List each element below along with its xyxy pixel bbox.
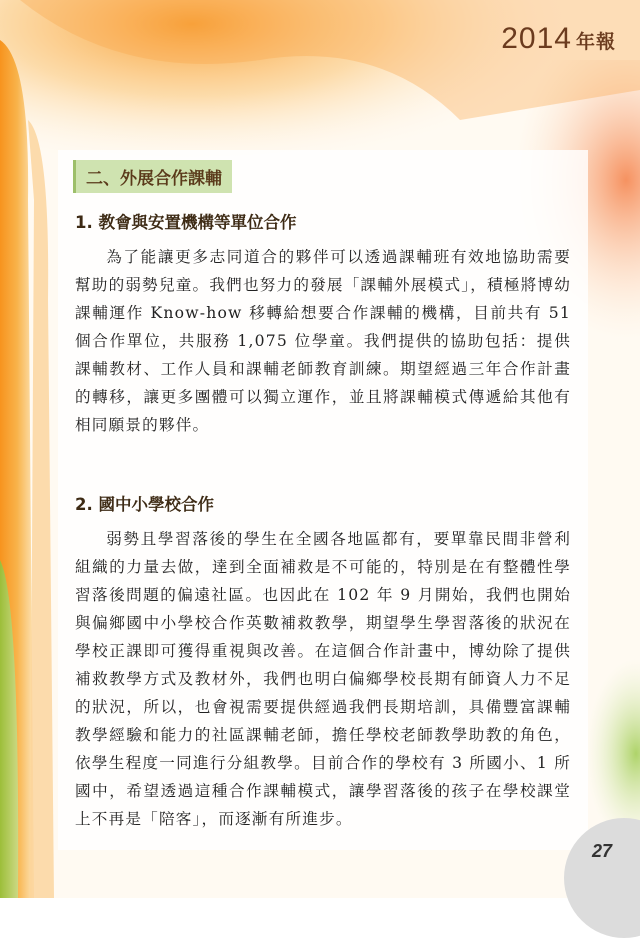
subsection-heading-school: 2. 國中小學校合作 (75, 495, 214, 514)
paragraph-school-partnership: 弱勢且學習落後的學生在全國各地區都有，要單靠民間非營利組織的力量去做，達到全面補救是不可能的，特別是在有整體性學習落後問題的偏遠社區。也因此在 102 年 9 月開始，我們也開始與偏鄉國中小學校合作英數補救教學，期望學生學習落後的狀況在學校正課即可獲得重視與改善。在這個合作計畫中，博幼除了提供補救教學方式及教材外，我們也明白偏鄉學校長期有師資人力不足的狀況，所以，也會視需要提供經過我們長期培訓，具備豐富課輔教學經驗和能力的社區課輔老師，擔任學校老師教學助教的角色，依學生程度一同進行分組教學。目前合作的學校有 3 所國小、1 所國中，希望透過這種合作課輔模式，讓學習落後的孩子在學校課堂上不再是「陪客」，而逐漸有所進步。 (75, 530, 571, 828)
section-heading: 二、外展合作課輔 (73, 160, 232, 193)
report-label: 年報 (575, 32, 616, 53)
annual-report-year (501, 22, 616, 56)
page-number: 27 (591, 841, 612, 861)
year-number: 2014 (501, 22, 572, 55)
subsection-heading-church: 1. 教會與安置機構等單位合作 (75, 213, 297, 232)
paragraph-church-partnership: 為了能讓更多志同道合的夥伴可以透過課輔班有效地協助需要幫助的弱勢兒童。我們也努力的發展「課輔外展模式」，積極將博幼課輔運作 Know-how 移轉給想要合作課輔的機構，目前共有 51 個合作單位，共服務 1,075 位學童。我們提供的協助包括：提供課輔教材、工作人員和課輔老師教育訓練。期望經過三年合作計畫的轉移，讓更多團體可以獨立運作，並且將課輔模式傳遞給其他有相同願景的夥伴。 (75, 248, 572, 434)
main-content (73, 160, 573, 833)
